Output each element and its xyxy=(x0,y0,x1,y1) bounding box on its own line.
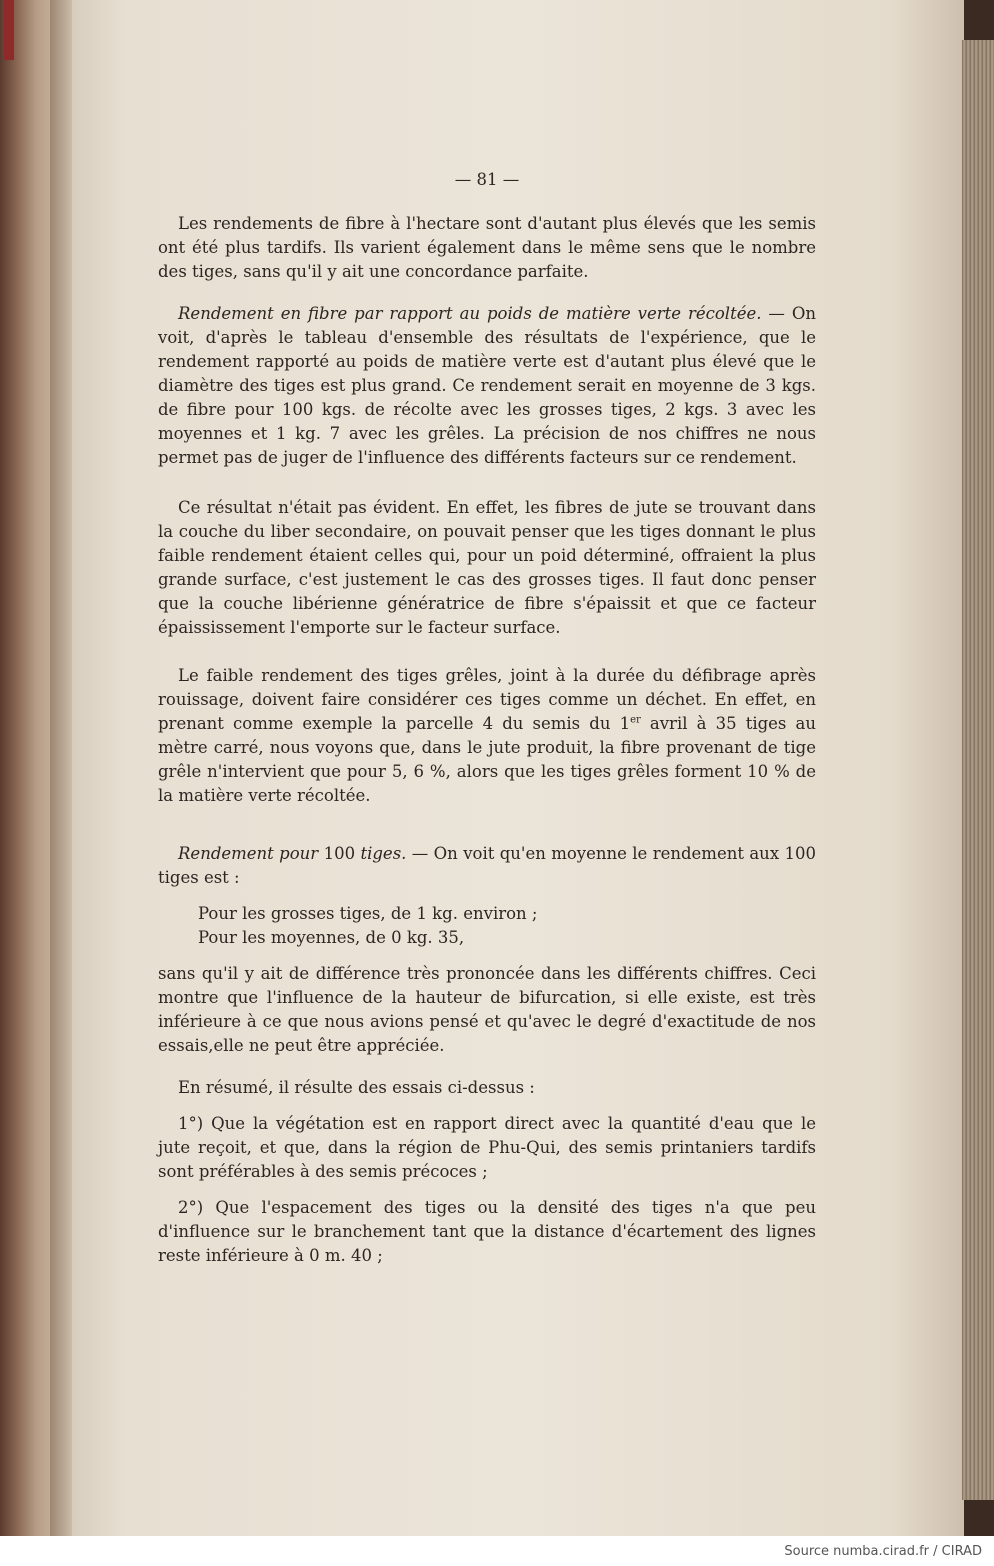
red-binding-mark xyxy=(4,0,14,60)
paragraph-text: 1°) Que la végétation est en rapport direct avec la quantité d'eau que le jute reçoit, et que, dans la région de Phu-Qui, des semis printaniers tardifs sont préférables à des semis précoces ; xyxy=(158,1114,816,1181)
paragraph-text: Ce résultat n'était pas évident. En effet, les fibres de jute se trouvant dans la couche du liber secondaire, on pouvait penser que les tiges donnant le plus faible rendement étaient celles qui, pour un poid déterminé, offraient la plus grande surface, c'est justement le cas des grosses tiges. Il faut donc penser que la couche libérienne génératrice de fibre s'épaissit et que ce facteur épaississement l'emporte sur le facteur surface. xyxy=(158,498,816,637)
right-page-edges xyxy=(962,40,994,1500)
source-footer xyxy=(0,1536,994,1566)
paragraph-7 xyxy=(158,1076,816,1100)
superscript: er xyxy=(630,714,641,726)
paragraph-1 xyxy=(158,212,816,284)
paragraph-part-b: avril à 35 tiges au mètre carré, nous voyons que, dans le jute produit, la fibre provenant de tige grêle n'intervient que pour 5, 6 %, alors que les tiges grêles forment 10 % de la matière verte récoltée. xyxy=(158,714,816,805)
paragraph-4 xyxy=(158,664,816,808)
paragraph-5 xyxy=(158,842,816,890)
section-heading: Rendement en fibre par rapport au poids de matière verte récoltée. xyxy=(178,304,762,323)
paragraph-3 xyxy=(158,496,816,640)
paragraph-text: sans qu'il y ait de différence très prononcée dans les différents chiffres. Ceci montre que l'influence de la hauteur de bifurcation, si elle existe, est très inférieure à ce que nous avions pensé et qu'avec le degré d'exactitude de nos essais,elle ne peut être appréciée. xyxy=(158,964,816,1055)
source-credit: Source numba.cirad.fr / CIRAD xyxy=(784,1544,982,1559)
paragraph-text xyxy=(158,664,816,808)
paragraph-body: — On voit, d'après le tableau d'ensemble des résultats de l'expérience, que le rendement rapporté au poids de matière verte est d'autant plus élevé que le diamètre des tiges est plus grand. Ce rendement serait en moyenne de 3 kgs. de fibre pour 100 kgs. de récolte avec les grosses tiges, 2 kgs. 3 avec les moyennes et 1 kg. 7 avec les grêles. La précision de nos chiffres ne nous permet pas de juger de l'influence des différents facteurs sur ce rendement. xyxy=(158,304,816,467)
paragraph-text xyxy=(158,842,816,890)
page-number: — 81 — xyxy=(454,170,520,189)
heading-number: 100 xyxy=(318,844,361,863)
list-item: Pour les moyennes, de 0 kg. 35, xyxy=(198,928,465,947)
section-heading-end: tiges. xyxy=(360,844,407,863)
yield-list xyxy=(158,902,816,950)
list-item: Pour les grosses tiges, de 1 kg. environ ; xyxy=(198,904,538,923)
paragraph-body: — On voit qu'en moyenne le rendement aux 100 tiges est : xyxy=(158,844,816,887)
paragraph-6 xyxy=(158,962,816,1058)
paragraph-9 xyxy=(158,1196,816,1268)
section-heading: Rendement pour xyxy=(178,844,319,863)
paragraph-text: Les rendements de fibre à l'hectare sont d'autant plus élevés que les semis ont été plus tardifs. Ils varient également dans le même sens que le nombre des tiges, sans qu'il y ait une concordance parfaite. xyxy=(158,214,816,281)
paragraph-part-a: Le faible rendement des tiges grêles, joint à la durée du défibrage après rouissage, doivent faire considérer ces tiges comme un déchet. En effet, en prenant comme exemple la parcelle 4 du semis du 1 xyxy=(158,666,816,733)
paragraph-text: 2°) Que l'espacement des tiges ou la densité des tiges n'a que peu d'influence sur le branchement tant que la distance d'écartement des lignes reste inférieure à 0 m. 40 ; xyxy=(158,1198,816,1265)
paragraph-text xyxy=(158,302,816,470)
paragraph-8 xyxy=(158,1112,816,1184)
paragraph-2 xyxy=(158,302,816,470)
paragraph-text: En résumé, il résulte des essais ci-dessus : xyxy=(178,1078,535,1097)
